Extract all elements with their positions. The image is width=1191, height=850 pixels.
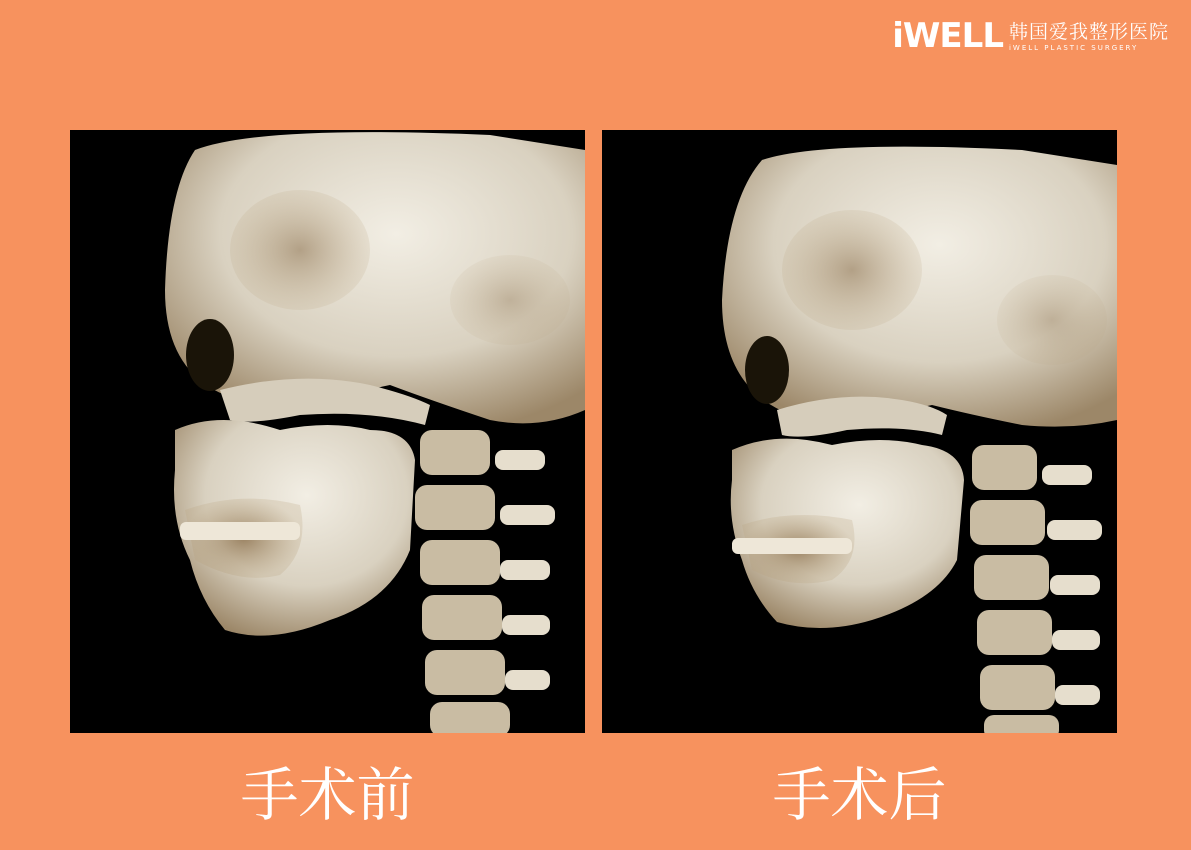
skull-after-illustration (602, 130, 1117, 733)
brand-text (1009, 16, 1169, 53)
brand-mark: iWELL (892, 16, 1003, 56)
brand-name-en: iWELL PLASTIC SURGERY (1008, 44, 1139, 52)
caption-after-surgery: 手术后 (772, 761, 947, 829)
ct-scan-after-image (602, 130, 1117, 733)
caption-before-surgery: 手术前 (240, 761, 415, 829)
ct-scan-before-image (70, 130, 585, 733)
brand-name-cn: 韩国爱我整形医院 (1008, 21, 1169, 43)
brand-logo (892, 16, 1169, 56)
skull-before-illustration (70, 130, 585, 733)
